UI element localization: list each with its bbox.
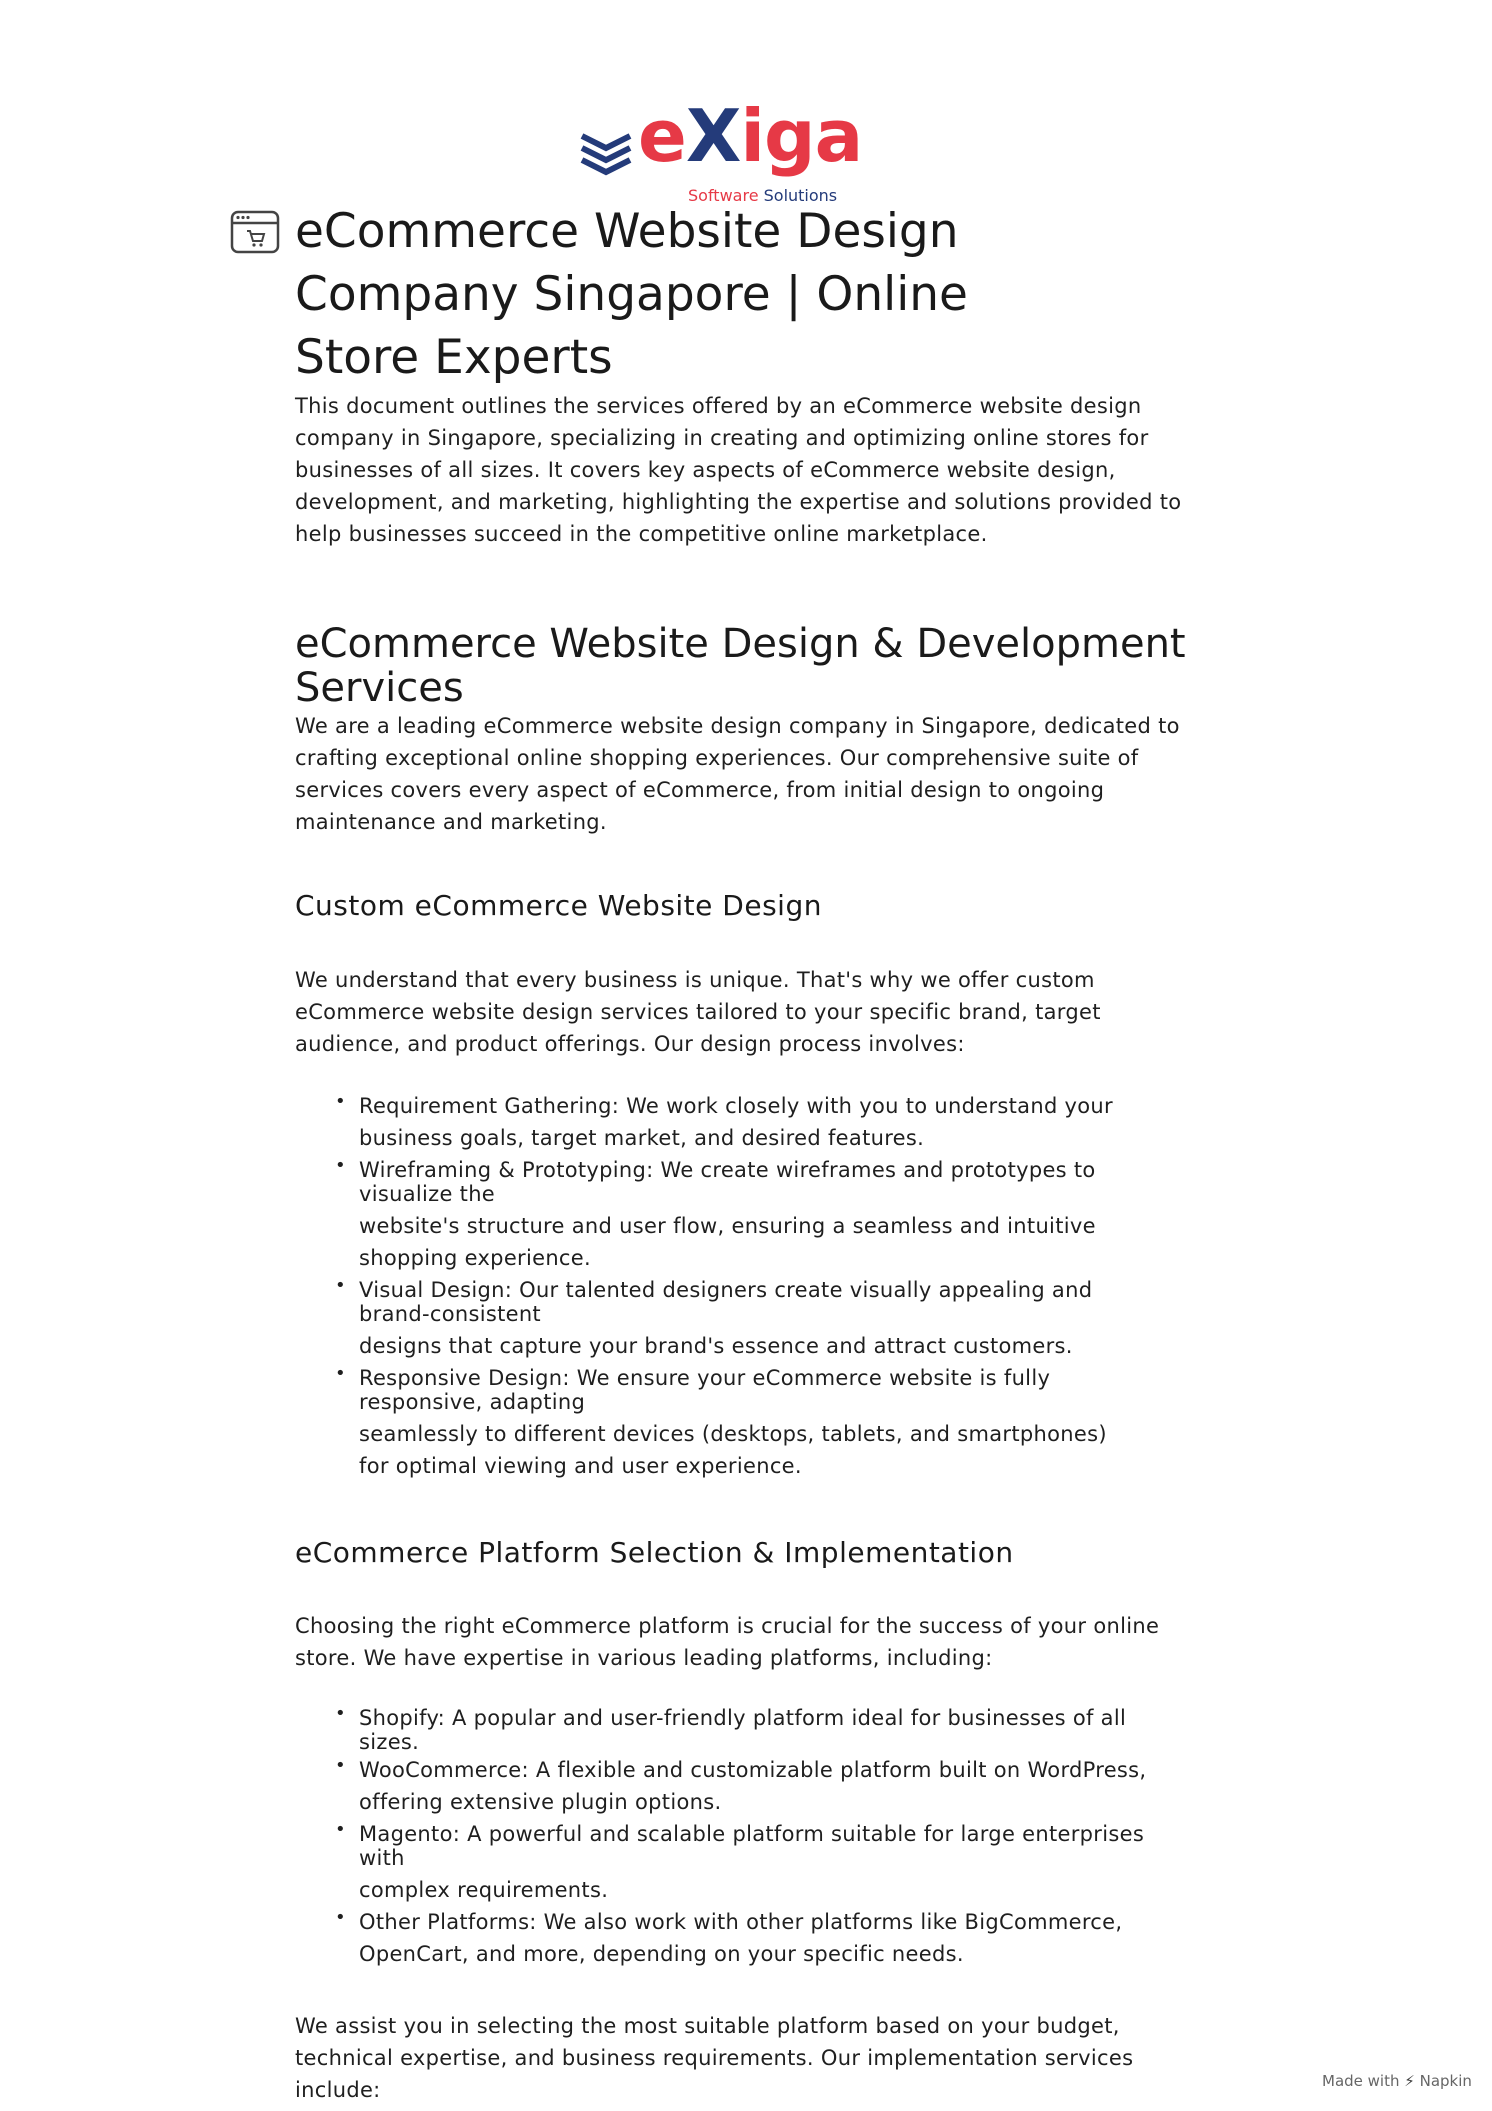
section-heading-design-development: eCommerce Website Design & Development Services (295, 621, 1186, 711)
custom-design-paragraph: We understand that every business is unique. That's why we offer custom eCommerce website design services tailored to your specific brand, target audience, and product offerings. Our design process involves: (295, 968, 1101, 1056)
napkin-bolt-icon: ⚡ (1404, 2072, 1415, 2090)
intro-paragraph: This document outlines the services offered by an eCommerce website design company in Singapore, specializing in creating and optimizing online stores for businesses of all sizes. It covers key aspects of eCommerce website design, development, and marketing, highlighting the expertise and solutions provided to help businesses succeed in the competitive online marketplace. (295, 394, 1182, 546)
list-item: • Shopify: A popular and user-friendly platform ideal for businesses of all sizes. (295, 1706, 1195, 1754)
subheading-platform-selection: eCommerce Platform Selection & Implementation (295, 1536, 1014, 1569)
logo-tagline: Software Solutions (688, 186, 838, 205)
list-item: • Wireframing & Prototyping: We create wireframes and prototypes to visualize the website's structure and user flow, ensuring a seamless and intuitive shopping experience. (295, 1158, 1195, 1274)
platform-closing-paragraph: We assist you in selecting the most suitable platform based on your budget, technical expertise, and business requirements. Our implementation services include: (295, 2014, 1134, 2102)
stacked-chevrons-icon (578, 128, 634, 180)
section-body-design-development: We are a leading eCommerce website design company in Singapore, dedicated to crafting exceptional online shopping experiences. Our comprehensive suite of services covers every aspect of eCommerce, from initial design to ongoing maintenance and marketing. (295, 714, 1180, 834)
page-title: eCommerce Website Design Company Singapore | Online Store Experts (295, 204, 968, 385)
logo-wordmark-e: e (638, 94, 686, 178)
logo-wordmark-x: X (685, 94, 741, 178)
list-item: • Responsive Design: We ensure your eCommerce website is fully responsive, adapting seamlessly to different devices (desktops, tablets, and smartphones) for optimal viewing and user experience. (295, 1366, 1195, 1482)
browser-cart-icon (230, 210, 280, 254)
platform-list (295, 1706, 1195, 1974)
made-with-napkin-badge[interactable]: Made with ⚡ Napkin (1322, 2072, 1472, 2090)
list-item: • Magento: A powerful and scalable platform suitable for large enterprises with complex requirements. (295, 1822, 1195, 1906)
list-item: • Requirement Gathering: We work closely with you to understand your business goals, target market, and desired features. (295, 1094, 1195, 1154)
logo-wordmark (638, 94, 863, 178)
subheading-custom-design: Custom eCommerce Website Design (295, 889, 822, 922)
list-item: • Other Platforms: We also work with other platforms like BigCommerce, OpenCart, and more, depending on your specific needs. (295, 1910, 1195, 1970)
list-item: • WooCommerce: A flexible and customizable platform built on WordPress, offering extensive plugin options. (295, 1758, 1195, 1818)
list-item: • Visual Design: Our talented designers create visually appealing and brand-consistent designs that capture your brand's essence and attract customers. (295, 1278, 1195, 1362)
design-process-list (295, 1094, 1195, 1486)
platform-paragraph: Choosing the right eCommerce platform is crucial for the success of your online store. We have expertise in various leading platforms, including: (295, 1614, 1160, 1670)
logo-wordmark-rest: iga (740, 94, 863, 178)
company-logo (578, 94, 863, 208)
